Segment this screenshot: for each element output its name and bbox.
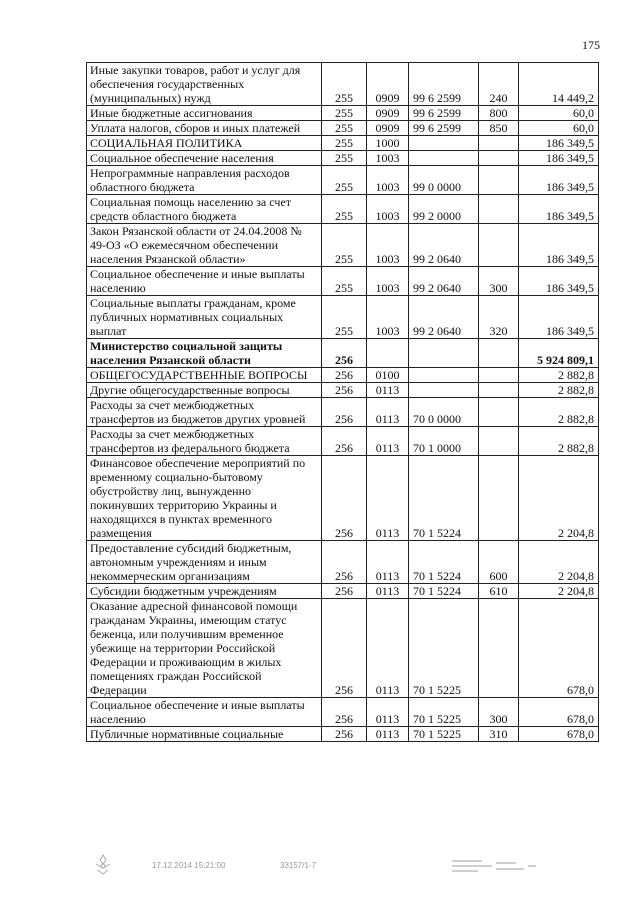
cell-section-code: 1003 — [367, 195, 409, 224]
cell-target-code: 99 2 0640 — [409, 296, 479, 339]
cell-expense-type: 610 — [479, 584, 519, 599]
faint-watermark-icon — [450, 856, 540, 878]
cell-name: Социальные выплаты гражданам, кроме публичных нормативных социальных выплат — [87, 296, 322, 339]
cell-section-code — [367, 339, 409, 368]
cell-expense-type — [479, 136, 519, 151]
cell-expense-type — [479, 224, 519, 267]
cell-name: Публичные нормативные социальные — [87, 727, 322, 742]
cell-ved-code: 255 — [322, 296, 367, 339]
cell-expense-type: 800 — [479, 106, 519, 121]
cell-target-code — [409, 151, 479, 166]
cell-section-code: 0909 — [367, 121, 409, 136]
cell-expense-type — [479, 166, 519, 195]
cell-sum: 2 204,8 — [519, 456, 599, 541]
cell-sum: 186 349,5 — [519, 224, 599, 267]
cell-section-code: 0113 — [367, 427, 409, 456]
cell-name: Субсидии бюджетным учреждениям — [87, 584, 322, 599]
budget-table — [86, 62, 599, 742]
table-row — [87, 63, 599, 106]
cell-name: СОЦИАЛЬНАЯ ПОЛИТИКА — [87, 136, 322, 151]
cell-ved-code: 256 — [322, 456, 367, 541]
cell-expense-type — [479, 398, 519, 427]
cell-target-code: 70 1 5225 — [409, 727, 479, 742]
cell-target-code: 99 0 0000 — [409, 166, 479, 195]
cell-ved-code: 256 — [322, 599, 367, 698]
cell-sum: 678,0 — [519, 599, 599, 698]
cell-target-code: 70 1 5225 — [409, 599, 479, 698]
cell-ved-code: 256 — [322, 368, 367, 383]
table-row — [87, 456, 599, 541]
table-row — [87, 599, 599, 698]
cell-target-code: 99 6 2599 — [409, 121, 479, 136]
cell-ved-code: 255 — [322, 63, 367, 106]
cell-sum: 678,0 — [519, 698, 599, 727]
cell-expense-type: 300 — [479, 267, 519, 296]
cell-section-code: 0909 — [367, 63, 409, 106]
table-row — [87, 383, 599, 398]
cell-target-code — [409, 339, 479, 368]
cell-section-code: 0113 — [367, 727, 409, 742]
table-row — [87, 427, 599, 456]
cell-sum: 186 349,5 — [519, 166, 599, 195]
table-row — [87, 698, 599, 727]
cell-sum: 60,0 — [519, 121, 599, 136]
cell-ved-code: 256 — [322, 727, 367, 742]
cell-expense-type: 850 — [479, 121, 519, 136]
cell-sum: 2 882,8 — [519, 383, 599, 398]
cell-section-code: 1000 — [367, 136, 409, 151]
cell-section-code: 1003 — [367, 224, 409, 267]
cell-name: Иные закупки товаров, работ и услуг для обеспечения государственных (муниципальных) нужд — [87, 63, 322, 106]
cell-name: Непрограммные направления расходов областного бюджета — [87, 166, 322, 195]
cell-target-code — [409, 136, 479, 151]
cell-section-code: 1003 — [367, 166, 409, 195]
cell-target-code: 70 1 5225 — [409, 698, 479, 727]
table-row — [87, 136, 599, 151]
cell-section-code: 1003 — [367, 296, 409, 339]
cell-target-code: 99 2 0640 — [409, 267, 479, 296]
cell-ved-code: 255 — [322, 136, 367, 151]
cell-target-code: 70 1 5224 — [409, 541, 479, 584]
cell-target-code: 70 0 0000 — [409, 398, 479, 427]
table-row — [87, 296, 599, 339]
budget-table-body — [87, 63, 599, 742]
cell-name: Предоставление субсидий бюджетным, автономным учреждениям и иным некоммерческим организациям — [87, 541, 322, 584]
cell-ved-code: 256 — [322, 398, 367, 427]
cell-ved-code: 255 — [322, 151, 367, 166]
cell-ved-code: 255 — [322, 106, 367, 121]
cell-ved-code: 256 — [322, 698, 367, 727]
table-row — [87, 398, 599, 427]
page-number: 175 — [582, 38, 600, 52]
cell-sum: 186 349,5 — [519, 267, 599, 296]
cell-section-code: 0113 — [367, 383, 409, 398]
cell-name: Уплата налогов, сборов и иных платежей — [87, 121, 322, 136]
cell-expense-type — [479, 599, 519, 698]
cell-section-code: 0113 — [367, 698, 409, 727]
cell-ved-code: 255 — [322, 166, 367, 195]
cell-ved-code: 255 — [322, 267, 367, 296]
cell-expense-type — [479, 151, 519, 166]
cell-section-code: 0100 — [367, 368, 409, 383]
cell-expense-type — [479, 383, 519, 398]
cell-sum: 2 882,8 — [519, 368, 599, 383]
cell-section-code: 0113 — [367, 456, 409, 541]
cell-target-code: 70 1 5224 — [409, 584, 479, 599]
table-row — [87, 584, 599, 599]
cell-section-code: 0113 — [367, 584, 409, 599]
cell-target-code: 99 2 0000 — [409, 195, 479, 224]
cell-sum: 186 349,5 — [519, 136, 599, 151]
cell-sum: 5 924 809,1 — [519, 339, 599, 368]
cell-ved-code: 256 — [322, 427, 367, 456]
cell-section-code: 1003 — [367, 267, 409, 296]
cell-sum: 186 349,5 — [519, 151, 599, 166]
cell-name: Министерство социальной защиты населения Рязанской области — [87, 339, 322, 368]
cell-target-code: 99 6 2599 — [409, 106, 479, 121]
cell-ved-code: 256 — [322, 383, 367, 398]
cell-target-code: 99 6 2599 — [409, 63, 479, 106]
cell-name: Расходы за счет межбюджетных трансфертов из федерального бюджета — [87, 427, 322, 456]
cell-expense-type: 320 — [479, 296, 519, 339]
cell-name: Финансовое обеспечение мероприятий по временному социально-бытовому обустройству лиц, вынужденно покинувших территорию Украины и находящихся в пунктах временного размещения — [87, 456, 322, 541]
cell-sum: 678,0 — [519, 727, 599, 742]
table-row — [87, 267, 599, 296]
table-row — [87, 195, 599, 224]
cell-name: Расходы за счет межбюджетных трансфертов из бюджетов других уровней — [87, 398, 322, 427]
cell-sum: 2 882,8 — [519, 398, 599, 427]
cell-expense-type: 600 — [479, 541, 519, 584]
cell-ved-code: 256 — [322, 339, 367, 368]
cell-sum: 2 204,8 — [519, 584, 599, 599]
table-row — [87, 541, 599, 584]
cell-expense-type: 310 — [479, 727, 519, 742]
table-row — [87, 166, 599, 195]
cell-section-code: 1003 — [367, 151, 409, 166]
cell-ved-code: 256 — [322, 584, 367, 599]
cell-target-code — [409, 383, 479, 398]
cell-ved-code: 255 — [322, 121, 367, 136]
cell-expense-type: 300 — [479, 698, 519, 727]
cell-sum: 186 349,5 — [519, 296, 599, 339]
stamp-icon — [90, 852, 116, 878]
table-row — [87, 106, 599, 121]
cell-sum: 2 882,8 — [519, 427, 599, 456]
cell-target-code: 70 1 0000 — [409, 427, 479, 456]
cell-name: Оказание адресной финансовой помощи гражданам Украины, имеющим статус беженца, или получившим временное убежище на территории Российской Федерации и проживающим в жилых помещениях граждан Российской Федерации — [87, 599, 322, 698]
footer-timestamp: 17.12.2014 15:21:00 — [152, 861, 226, 870]
cell-name: ОБЩЕГОСУДАРСТВЕННЫЕ ВОПРОСЫ — [87, 368, 322, 383]
cell-target-code — [409, 368, 479, 383]
cell-section-code: 0113 — [367, 398, 409, 427]
page-footer — [90, 852, 590, 882]
cell-expense-type — [479, 456, 519, 541]
cell-name: Другие общегосударственные вопросы — [87, 383, 322, 398]
cell-sum: 60,0 — [519, 106, 599, 121]
table-row — [87, 368, 599, 383]
table-row — [87, 151, 599, 166]
cell-target-code: 99 2 0640 — [409, 224, 479, 267]
cell-ved-code: 256 — [322, 541, 367, 584]
cell-target-code: 70 1 5224 — [409, 456, 479, 541]
cell-name: Социальная помощь населению за счет средств областного бюджета — [87, 195, 322, 224]
cell-section-code: 0113 — [367, 599, 409, 698]
cell-sum: 186 349,5 — [519, 195, 599, 224]
table-row — [87, 727, 599, 742]
cell-expense-type — [479, 339, 519, 368]
cell-expense-type — [479, 427, 519, 456]
cell-sum: 14 449,2 — [519, 63, 599, 106]
cell-name: Социальное обеспечение населения — [87, 151, 322, 166]
cell-name: Социальное обеспечение и иные выплаты населению — [87, 267, 322, 296]
cell-expense-type — [479, 368, 519, 383]
cell-ved-code: 255 — [322, 224, 367, 267]
cell-name: Закон Рязанской области от 24.04.2008 № 49-ОЗ «О ежемесячном обеспечении населения Рязанской области» — [87, 224, 322, 267]
cell-name: Социальное обеспечение и иные выплаты населению — [87, 698, 322, 727]
cell-sum: 2 204,8 — [519, 541, 599, 584]
cell-expense-type: 240 — [479, 63, 519, 106]
cell-expense-type — [479, 195, 519, 224]
footer-doc-code: 33157/1-7 — [280, 861, 317, 870]
table-row — [87, 339, 599, 368]
table-row — [87, 121, 599, 136]
cell-section-code: 0113 — [367, 541, 409, 584]
table-row — [87, 224, 599, 267]
cell-section-code: 0909 — [367, 106, 409, 121]
cell-ved-code: 255 — [322, 195, 367, 224]
cell-name: Иные бюджетные ассигнования — [87, 106, 322, 121]
